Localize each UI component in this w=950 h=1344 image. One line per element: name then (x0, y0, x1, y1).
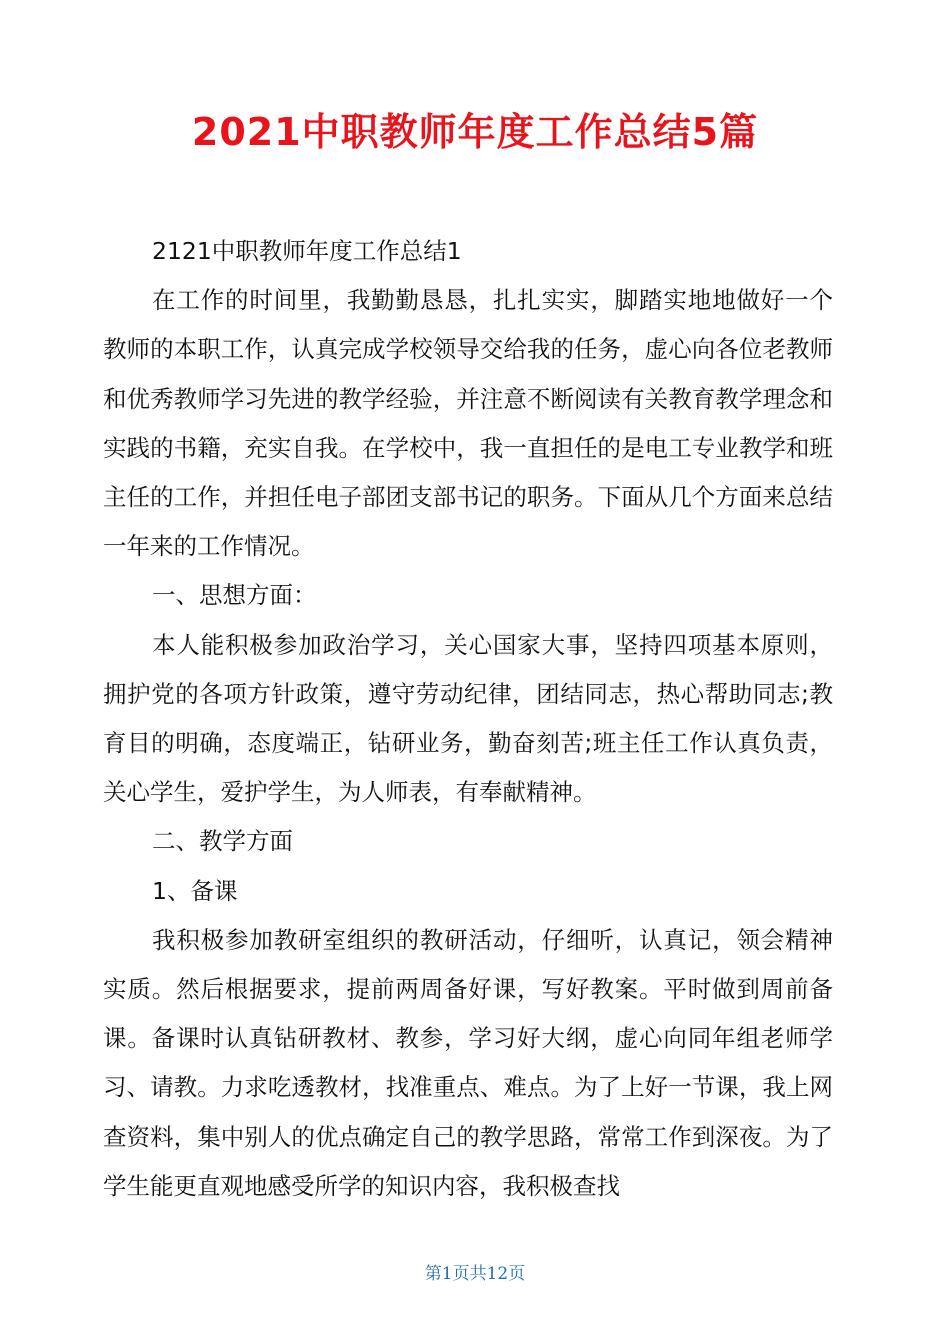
body-paragraph: 在工作的时间里，我勤勤恳恳，扎扎实实，脚踏实地地做好一个教师的本职工作，认真完成学校领导交给我的任务，虚心向各位老教师和优秀教师学习先进的教学经验，并注意不断阅读有关教育教学理念和实践的书籍，充实自我。在学校中，我一直担任的是电工专业教学和班主任的工作，并担任电子部团支部书记的职务。下面从几个方面来总结一年来的工作情况。 (103, 286, 833, 561)
subsection-heading: 1、备课 (152, 876, 238, 905)
document-body (103, 227, 833, 1211)
document-title: 2021中职教师年度工作总结5篇 (191, 110, 759, 154)
page-footer: 第1页共12页 (424, 1264, 526, 1284)
body-paragraph: 我积极参加教研室组织的教研活动，仔细听，认真记，领会精神实质。然后根据要求，提前两周备好课，写好教案。平时做到周前备课。备课时认真钻研教材、教参，学习好大纲，虚心向同年组老师学习、请教。力求吃透教材，找准重点、难点。为了上好一节课，我上网查资料，集中别人的优点确定自己的教学思路，常常工作到深夜。为了学生能更直观地感受所学的知识内容，我积极查找 (103, 925, 833, 1200)
section-heading: 一、思想方面： (152, 581, 317, 610)
section-heading: 二、教学方面 (152, 827, 293, 856)
body-paragraph: 本人能积极参加政治学习，关心国家大事，坚持四项基本原则，拥护党的各项方针政策，遵守劳动纪律，团结同志，热心帮助同志;教育目的明确，态度端正，钻研业务，勤奋刻苦;班主任工作认真负责，关心学生，爱护学生，为人师表，有奉献精神。 (103, 630, 833, 807)
section-heading: 2121中职教师年度工作总结1 (152, 237, 462, 265)
